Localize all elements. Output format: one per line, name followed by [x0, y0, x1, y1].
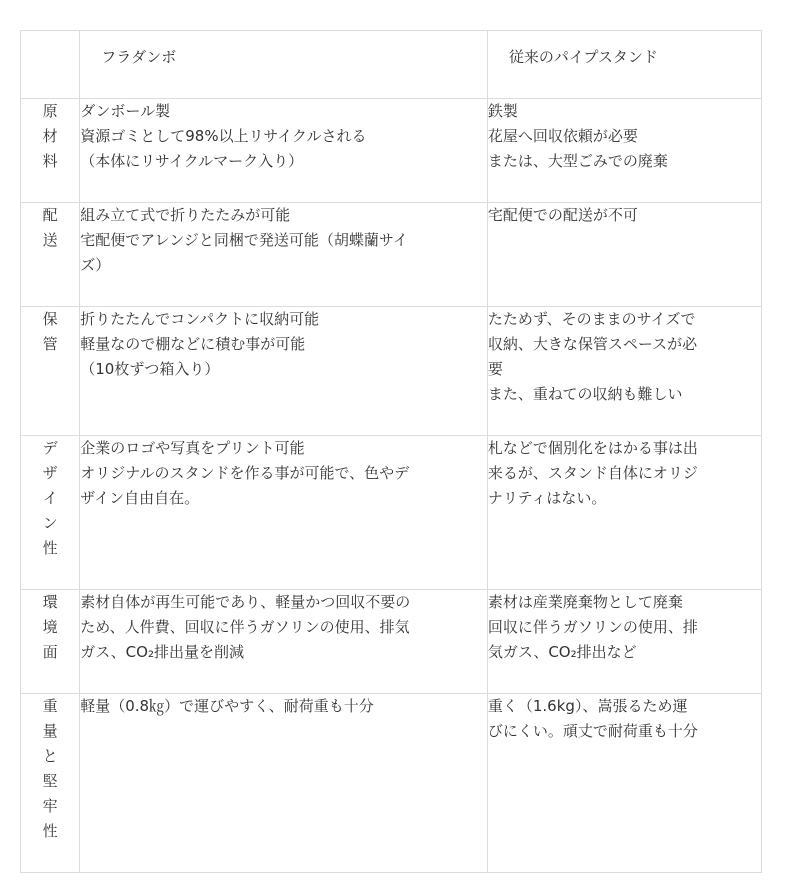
cell-fradanbo-delivery: 組み立て式で折りたたみが可能 宅配便でアレンジと同梱で発送可能（胡蝶蘭サイ ズ） [80, 203, 488, 307]
table-header-row [21, 31, 762, 99]
cell-pipe-weight: 重く（1.6kg）、嵩張るため運 びにくい。頑丈で耐荷重も十分 [487, 694, 761, 873]
table-row-design [21, 436, 762, 590]
comparison-table [20, 30, 762, 873]
row-label-environment: 環 境 面 [21, 590, 80, 694]
header-corner-cell [21, 31, 80, 99]
row-label-design: デ ザ イ ン 性 [21, 436, 80, 590]
cell-fradanbo-design: 企業のロゴや写真をプリント可能 オリジナルのスタンドを作る事が可能で、色やデ ザイン自由自在。 [80, 436, 488, 590]
row-label-delivery: 配 送 [21, 203, 80, 307]
cell-fradanbo-material: ダンボール製 資源ゴミとして98%以上リサイクルされる （本体にリサイクルマーク入り） [80, 99, 488, 203]
table-row-delivery [21, 203, 762, 307]
cell-pipe-design: 札などで個別化をはかる事は出 来るが、スタンド自体にオリジ ナリティはない。 [487, 436, 761, 590]
cell-pipe-material: 鉄製 花屋へ回収依頼が必要 または、大型ごみでの廃棄 [487, 99, 761, 203]
header-pipe-stand: 従来のパイプスタンド [487, 31, 761, 99]
cell-pipe-delivery: 宅配便での配送が不可 [487, 203, 761, 307]
table-row-environment [21, 590, 762, 694]
cell-fradanbo-storage: 折りたたんでコンパクトに収納可能 軽量なので棚などに積む事が可能 （10枚ずつ箱入り） [80, 307, 488, 436]
cell-pipe-environment: 素材は産業廃棄物として廃棄 回収に伴うガソリンの使用、排 気ガス、CO₂排出など [487, 590, 761, 694]
table-row-storage [21, 307, 762, 436]
row-label-material: 原 材 料 [21, 99, 80, 203]
cell-pipe-storage: たためず、そのままのサイズで 収納、大きな保管スペースが必 要 また、重ねての収納も難しい [487, 307, 761, 436]
cell-fradanbo-environment: 素材自体が再生可能であり、軽量かつ回収不要の ため、人件費、回収に伴うガソリンの使用、排気 ガス、CO₂排出量を削減 [80, 590, 488, 694]
row-label-storage: 保 管 [21, 307, 80, 436]
header-fradanbo: フラダンボ [80, 31, 488, 99]
table-row-weight [21, 694, 762, 873]
table-row-material [21, 99, 762, 203]
cell-fradanbo-weight: 軽量（0.8㎏）で運びやすく、耐荷重も十分 [80, 694, 488, 873]
row-label-weight: 重 量 と 堅 牢 性 [21, 694, 80, 873]
